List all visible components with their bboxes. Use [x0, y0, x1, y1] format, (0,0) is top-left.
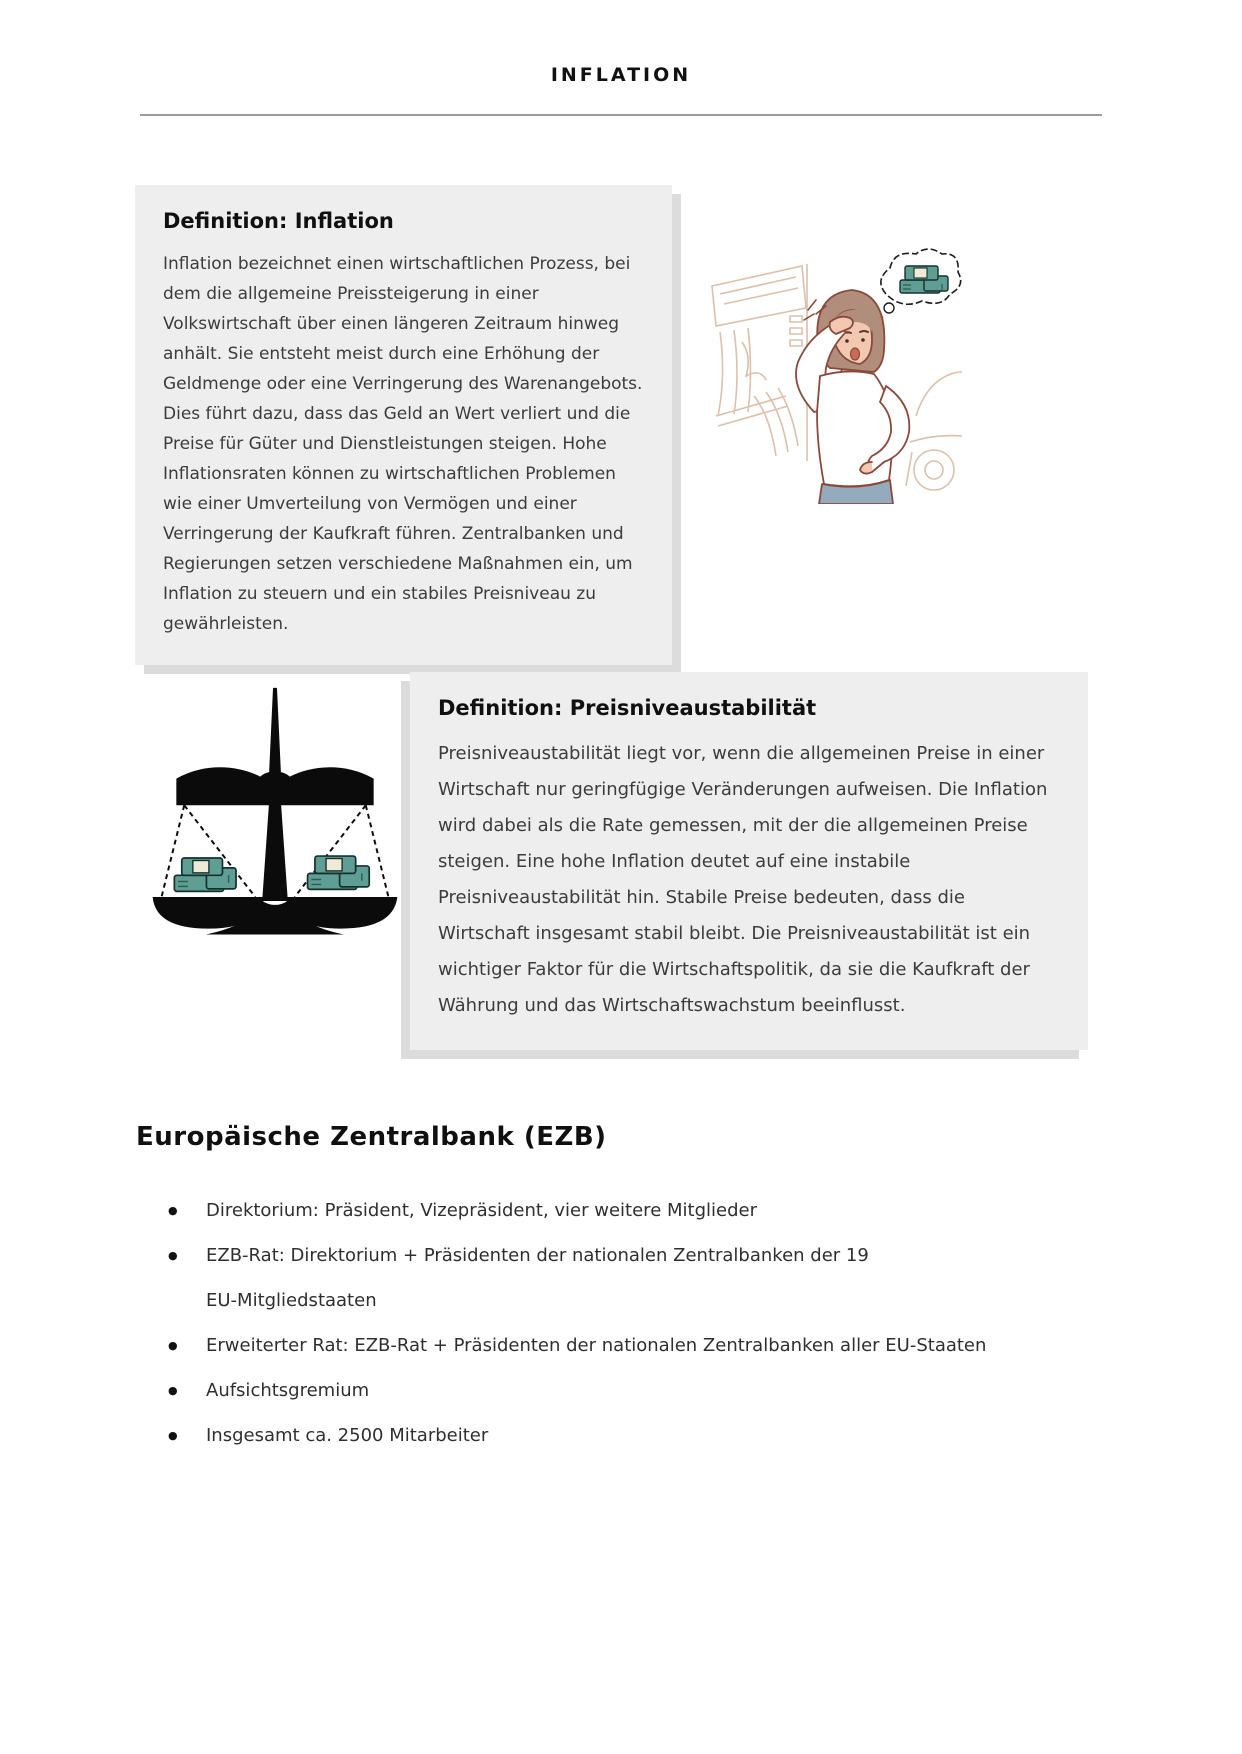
- definition-inflation-box: [135, 185, 672, 665]
- ezb-bullet-list: [166, 1188, 986, 1458]
- money-stack-icon: [174, 858, 236, 891]
- ezb-section-heading: Europäische Zentralbank (EZB): [136, 1122, 607, 1152]
- header-divider: [140, 114, 1102, 116]
- market-stall-icon: [712, 264, 807, 461]
- definition-inflation-body: Inflation bezeichnet einen wirtschaftlichen Prozess, bei dem die allgemeine Preissteigerung in einer Volkswirtschaft über einen längeren Zeitraum hinweg anhält. Sie entsteht meist durch eine Erhöhung der Geldmenge oder eine Verringerung des Warenangebots. Dies führt dazu, dass das Geld an Wert verliert und die Preise für Güter und Dienstleistungen steigen. Hohe Inflationsraten können zu wirtschaftlichen Problemen wie einer Umverteilung von Vermögen und einer Verringerung der Kaufkraft führen. Zentralbanken und Regierungen setzen verschiedene Maßnahmen ein, um Inflation zu steuern und ein stabiles Preisniveau zu gewährleisten.: [163, 254, 643, 634]
- list-item-text: EZB-Rat: Direktorium + Präsidenten der nationalen Zentralbanken der 19 EU-Mitgliedstaaten: [206, 1245, 869, 1311]
- balance-scale-icon: [153, 688, 398, 935]
- list-item: [166, 1233, 886, 1323]
- thought-bubble-money-icon: [877, 249, 960, 321]
- definition-preisniveaustabilitaet-body: Preisniveaustabilität liegt vor, wenn die allgemeinen Preise in einer Wirtschaft nur geringfügige Veränderungen aufweisen. Die Inflation wird dabei als die Rate gemessen, mit der die allgemeinen Preise steigen. Eine hohe Inflation deutet auf eine instabile Preisniveaustabilität hin. Stabile Preise bedeuten, dass die Wirtschaft insgesamt stabil bleibt. Die Preisniveaustabilität ist ein wichtiger Faktor für die Wirtschaftspolitik, da sie die Kaufkraft der Währung und das Wirtschaftswachstum beeinflusst.: [438, 743, 1048, 1016]
- confused-woman-icon: [796, 290, 909, 504]
- list-item: [166, 1368, 986, 1413]
- confused-person-illustration: [690, 246, 962, 504]
- car-outline-icon: [906, 372, 962, 490]
- list-item: [166, 1323, 986, 1368]
- list-item: [166, 1413, 986, 1458]
- balance-scale-illustration: [146, 676, 404, 972]
- definition-preisniveaustabilitaet-title: Definition: Preisniveaustabilität: [438, 696, 817, 720]
- definition-inflation-title: Definition: Inflation: [163, 209, 394, 233]
- money-stack-icon: [308, 856, 370, 889]
- page-title: INFLATION: [550, 64, 692, 86]
- list-item-text: Insgesamt ca. 2500 Mitarbeiter: [206, 1425, 489, 1446]
- list-item: [166, 1188, 986, 1233]
- list-item-text: Erweiterter Rat: EZB-Rat + Präsidenten der nationalen Zentralbanken aller EU-Staaten: [206, 1335, 987, 1356]
- definition-preisniveaustabilitaet-box: [410, 672, 1088, 1050]
- list-item-text: Direktorium: Präsident, Vizepräsident, vier weitere Mitglieder: [206, 1200, 757, 1221]
- list-item-text: Aufsichtsgremium: [206, 1380, 370, 1401]
